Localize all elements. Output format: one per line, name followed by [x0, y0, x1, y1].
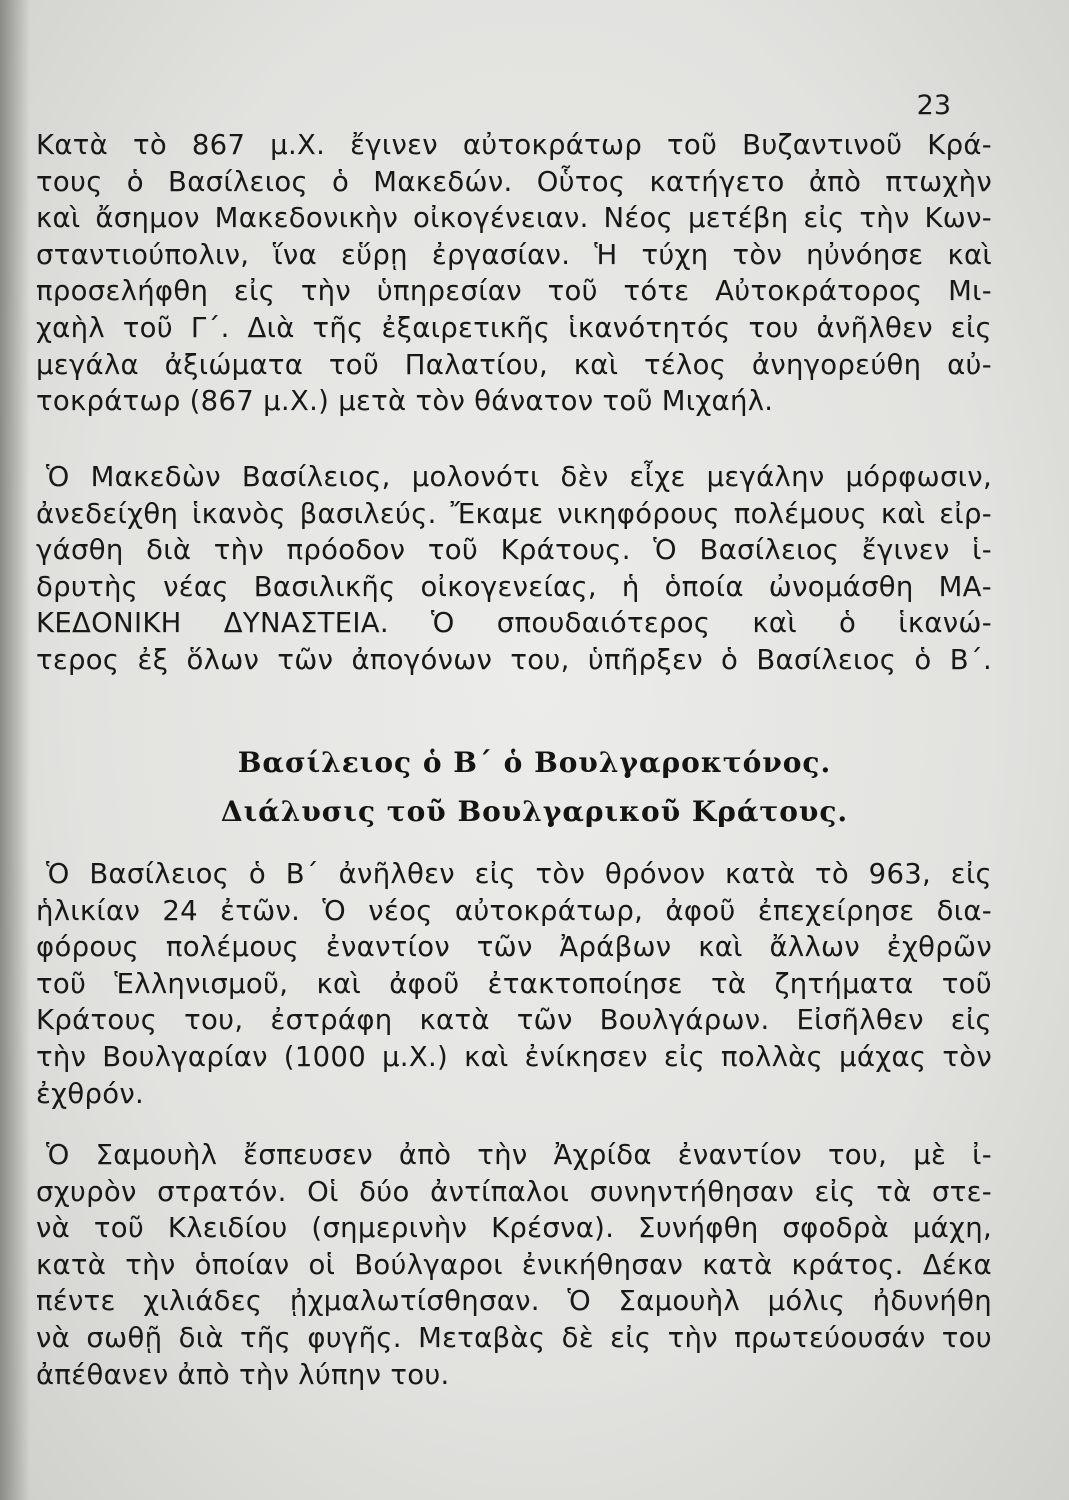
paragraph-3 — [36, 856, 992, 1112]
text-line: χαὴλ τοῦ Γ΄. Διὰ τῆς ἐξαιρετικῆς ἱκανότητός του ἀνῆλθεν εἰς — [36, 311, 992, 344]
text-line: Ὁ Βασίλειος ὁ Β΄ ἀνῆλθεν εἰς τὸν θρόνον κατὰ τὸ 963, εἰς — [46, 858, 992, 890]
text-line: Κράτους του, ἐστράφη κατὰ τῶν Βουλγάρων. Εἰσῆλθεν εἰς — [36, 1004, 992, 1037]
section-heading-subtitle: Διάλυσις τοῦ Βουλγαρικοῦ Κράτους. — [220, 795, 849, 828]
text-line: μεγάλα ἀξιώματα τοῦ Παλατίου, καὶ τέλος ἀνηγορεύθη αὐ- — [36, 348, 992, 381]
text-line: ἐχθρόν. — [36, 1077, 145, 1110]
text-line: τοκράτωρ (867 μ.Χ.) μετὰ τὸν θάνατον τοῦ Μιχαήλ. — [36, 385, 774, 418]
text-line: ἀνεδείχθη ἱκανὸς βασιλεύς. Ἔκαμε νικηφόρους πολέμους καὶ εἰρ- — [36, 497, 992, 530]
text-line: γάσθη διὰ τὴν πρόοδον τοῦ Κράτους. Ὁ Βασίλειος ἔγινεν ἱ- — [36, 534, 992, 567]
text-line: τερος ἐξ ὅλων τῶν ἀπογόνων του, ὑπῆρξεν ὁ Βασίλειος ὁ Β΄. — [36, 643, 992, 676]
text-line: ΚΕΔΟΝΙΚΗ ΔΥΝΑΣΤΕΙΑ. Ὁ σπουδαιότερος καὶ ὁ ἱκανώ- — [36, 607, 992, 640]
text-line: τους ὁ Βασίλειος ὁ Μακεδών. Οὗτος κατήγετο ἀπὸ πτωχὴν — [36, 165, 992, 198]
text-line: νὰ τοῦ Κλειδίου (σημερινὴν Κρέσνα). Συνήφθη σφοδρὰ μάχη, — [36, 1212, 992, 1245]
page-number: 23 — [916, 90, 951, 121]
text-line: δρυτὴς νέας Βασιλικῆς οἰκογενείας, ἡ ὁποία ὠνομάσθη ΜΑ- — [36, 570, 992, 603]
text-line: κατὰ τὴν ὁποίαν οἱ Βούλγαροι ἐνικήθησαν κατὰ κράτος. Δέκα — [36, 1248, 992, 1281]
text-line: φόρους πολέμους ἐναντίον τῶν Ἀράβων καὶ ἄλλων ἐχθρῶν — [36, 931, 992, 964]
text-line: Ὁ Μακεδὼν Βασίλειος, μολονότι δὲν εἶχε μεγάλην μόρφωσιν, — [46, 461, 992, 493]
section-heading-title: Βασίλειος ὁ Β΄ ὁ Βουλγαροκτόνος. — [237, 746, 832, 779]
text-line: τὴν Βουλγαρίαν (1000 μ.Χ.) καὶ ἐνίκησεν εἰς πολλὰς μάχας τὸν — [36, 1040, 992, 1073]
text-line: Κατὰ τὸ 867 μ.Χ. ἔγινεν αὐτοκράτωρ τοῦ Βυζαντινοῦ Κρά- — [36, 129, 992, 161]
text-line: ἡλικίαν 24 ἐτῶν. Ὁ νέος αὐτοκράτωρ, ἀφοῦ ἐπεχείρησε δια- — [36, 894, 992, 927]
text-line: σταντιούπολιν, ἵνα εὕρῃ ἐργασίαν. Ἡ τύχη τὸν ηὐνόησε καὶ — [36, 238, 992, 271]
paragraph-2 — [36, 459, 992, 679]
text-line: νὰ σωθῇ διὰ τῆς φυγῆς. Μεταβὰς δὲ εἰς τὴν πρωτεύουσάν του — [36, 1321, 992, 1354]
text-line: ἀπέθανεν ἀπὸ τὴν λύπην του. — [36, 1358, 450, 1391]
text-line: προσελήφθη εἰς τὴν ὑπηρεσίαν τοῦ τότε Αὐτοκράτορος Μι- — [36, 275, 992, 308]
text-line: σχυρὸν στρατόν. Οἱ δύο ἀντίπαλοι συνηντήθησαν εἰς τὰ στε- — [36, 1175, 992, 1208]
text-line: πέντε χιλιάδες ᾐχμαλωτίσθησαν. Ὁ Σαμουὴλ μόλις ἠδυνήθη — [36, 1285, 992, 1318]
paragraph-4 — [36, 1137, 992, 1393]
paragraph-1 — [36, 127, 992, 420]
text-line: τοῦ Ἑλληνισμοῦ, καὶ ἀφοῦ ἐτακτοποίησε τὰ ζητήματα τοῦ — [36, 967, 992, 1000]
text-line: Ὁ Σαμουὴλ ἔσπευσεν ἀπὸ τὴν Ἀχρίδα ἐναντίον του, μὲ ἰ- — [46, 1139, 992, 1171]
text-line: καὶ ἄσημον Μακεδονικὴν οἰκογένειαν. Νέος μετέβη εἰς τὴν Κων- — [36, 202, 992, 235]
